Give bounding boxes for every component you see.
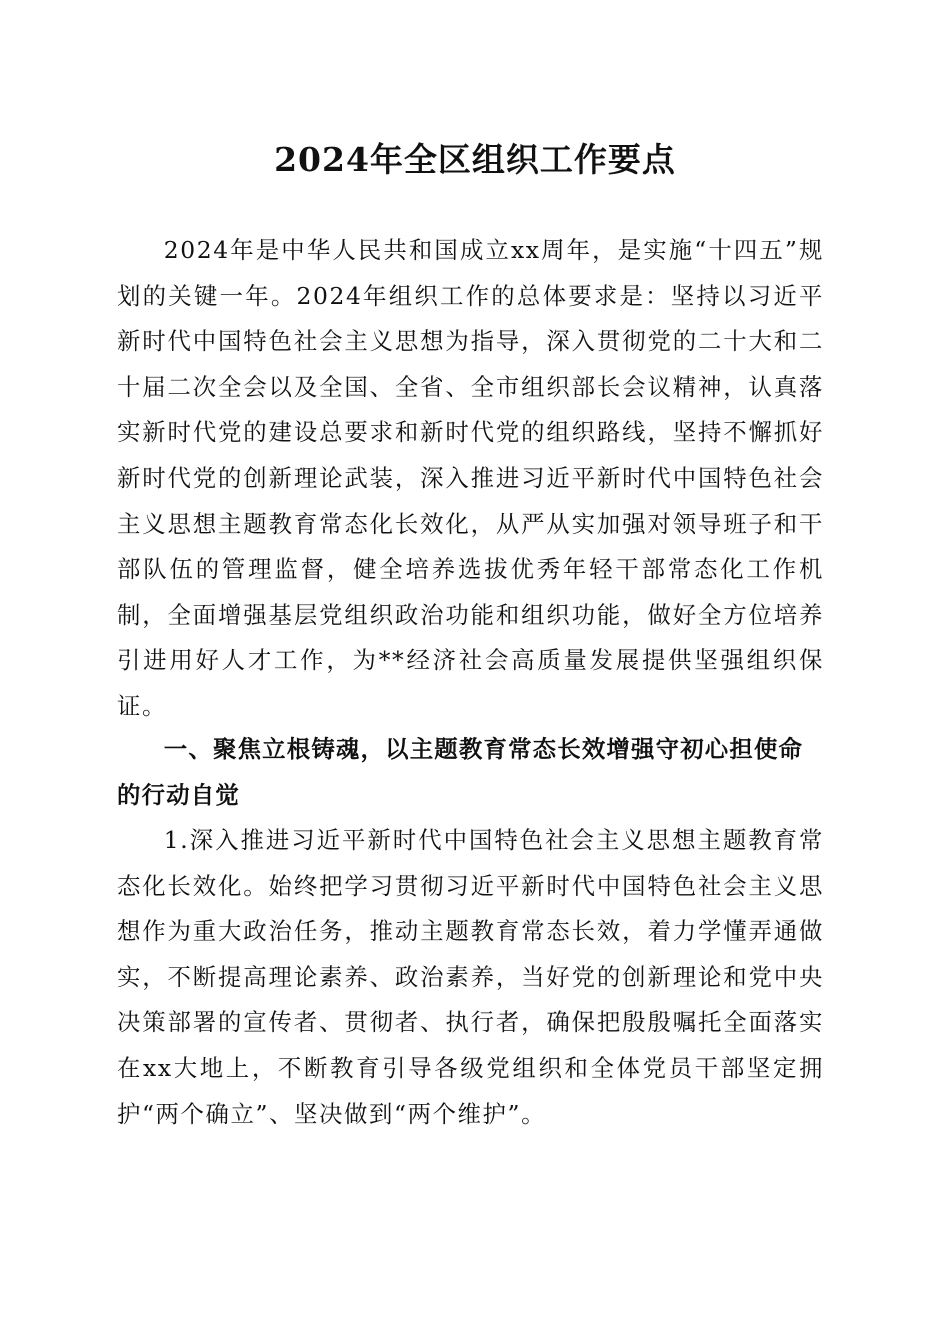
item-paragraph-1: 1.深入推进习近平新时代中国特色社会主义思想主题教育常态化长效化。始终把学习贯彻习近平新时代中国特色社会主义思想作为重大政治任务，推动主题教育常态长效，着力学懂弄通做实，不断提高理论素养、政治素养，当好党的创新理论和党中央决策部署的宣传者、贯彻者、执行者，确保把殷殷嘱托全面落实在xx大地上，不断教育引导各级党组织和全体党员干部坚定拥护“两个确立”、坚决做到“两个维护”。 bbox=[117, 826, 824, 1128]
section-heading-1: 一、聚焦立根铸魂，以主题教育常态长效增强守初心担使命的行动自觉 bbox=[117, 735, 804, 809]
intro-paragraph: 2024年是中华人民共和国成立xx周年，是实施“十四五”规划的关键一年。2024年组织工作的总体要求是：坚持以习近平新时代中国特色社会主义思想为指导，深入贯彻党的二十大和二十届二次全会以及全国、全省、全市组织部长会议精神，认真落实新时代党的建设总要求和新时代党的组织路线，坚持不懈抓好新时代党的创新理论武装，深入推进习近平新时代中国特色社会主义思想主题教育常态化长效化，从严从实加强对领导班子和干部队伍的管理监督，健全培养选拔优秀年轻干部常态化工作机制，全面增强基层党组织政治功能和组织功能，做好全方位培养引进用好人才工作，为**经济社会高质量发展提供坚强组织保证。 bbox=[117, 236, 824, 720]
page-title: 2024年全区组织工作要点 bbox=[274, 140, 676, 179]
